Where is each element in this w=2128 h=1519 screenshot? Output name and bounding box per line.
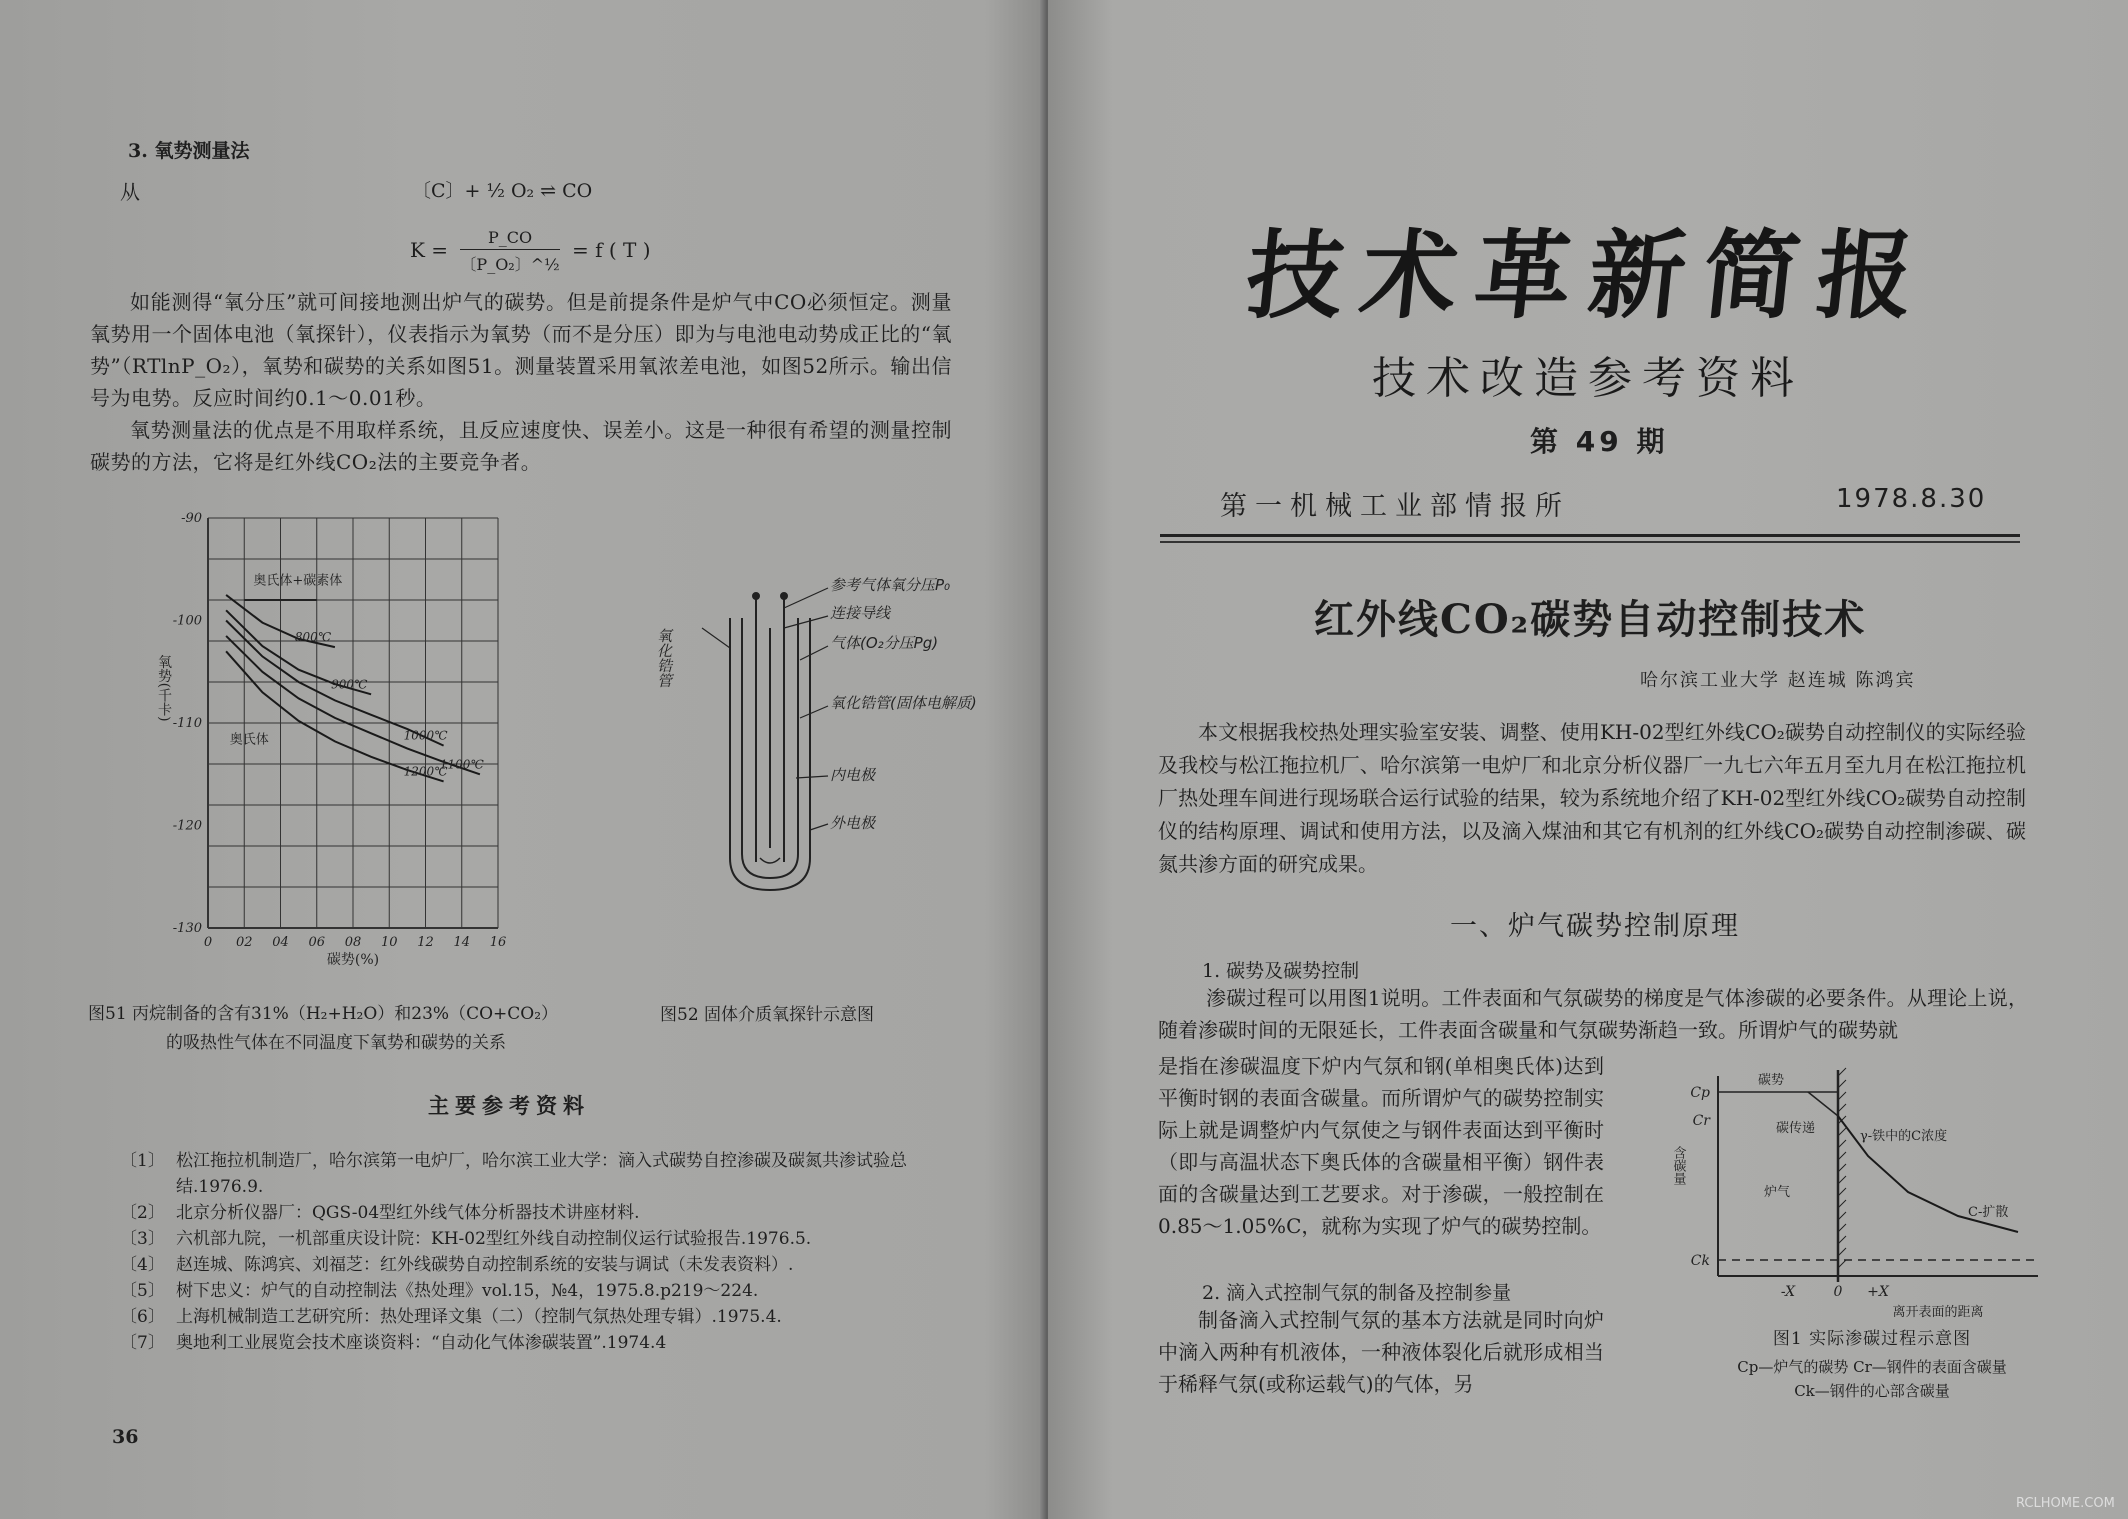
subsection-2-heading: 2. 滴入式控制气氛的制备及控制参量 bbox=[1202, 1282, 1512, 1304]
y-tick-label: -120 bbox=[172, 818, 202, 834]
series-label: 900℃ bbox=[331, 677, 368, 692]
x-axis-label: 离开表面的距离 bbox=[1892, 1305, 1984, 1320]
reference-item: 〔5〕 树下忠义：炉气的自动控制法《热处理》vol.15，№4，1975.8.p219～224. bbox=[120, 1281, 759, 1301]
paragraph-drip-atmosphere: 制备滴入式控制气氛的基本方法就是同时向炉中滴入两种有机液体，一种液体裂化后就形成相当于稀释气氛(或称运载气)的气体，另 bbox=[1158, 1308, 1604, 1396]
annotation-label: 炉气 bbox=[1764, 1185, 1791, 1200]
annotation-label: C-扩散 bbox=[1968, 1205, 2009, 1220]
equation-1: 〔C〕+ ½ O₂ ⇌ CO bbox=[412, 180, 593, 202]
y-tick-label: Ck bbox=[1690, 1253, 1710, 1269]
watermark: RCLHOME.COM bbox=[2016, 1496, 2115, 1511]
article-title: 红外线CO₂碳势自动控制技术 bbox=[1314, 596, 1867, 643]
header-rule-thin bbox=[1160, 541, 2020, 543]
y-tick-label: -130 bbox=[172, 921, 202, 936]
y-tick-label: -110 bbox=[172, 716, 202, 731]
left-page bbox=[0, 0, 1048, 1519]
references-list bbox=[120, 1148, 950, 1356]
ref-gas-label: 参考气体氧分压P₀ bbox=[830, 576, 951, 594]
figure-52-caption: 图52 固体介质氧探针示意图 bbox=[660, 1005, 875, 1025]
annotation-label: γ-铁中的C浓度 bbox=[1860, 1129, 1948, 1144]
y-axis-label: 氧势(千卡) bbox=[156, 654, 172, 722]
probe-label: 氧化锆管 bbox=[655, 628, 673, 688]
equation-2 bbox=[410, 228, 651, 275]
eq2-lhs: K = bbox=[410, 238, 449, 262]
reference-item: 〔4〕 赵连城、陈鸿宾、刘福芝：红外线碳势自动控制系统的安装与调试（未发表资料）. bbox=[120, 1255, 794, 1275]
reference-item: 〔2〕 北京分析仪器厂：QGS-04型红外线气体分析器技术讲座材料. bbox=[120, 1203, 640, 1223]
series-label: 800℃ bbox=[294, 630, 332, 645]
figure-1-legend-1: Cp—炉气的碳势 Cr—钢件的表面含碳量 bbox=[1737, 1358, 2007, 1376]
x-tick-label: 02 bbox=[235, 935, 253, 950]
x-axis-label: 碳势(%) bbox=[326, 952, 380, 968]
figure-51-chart bbox=[150, 508, 550, 968]
article-abstract: 本文根据我校热处理实验室安装、调整、使用KH-02型红外线CO₂碳势自动控制仪的实际经验及我校与松江拖拉机厂、哈尔滨第一电炉厂和北京分析仪器厂一九七六年五月至九月在松江拖拉机厂热处理车间进行现场联合运行试验的结果，较为系统地介绍了KH-02型红外线CO₂碳势自动控制仪的结构原理、调试和使用方法，以及滴入煤油和其它有机剂的红外线CO₂碳势自动控制渗碳、碳氮共渗方面的研究成果。 bbox=[1158, 720, 2026, 876]
region-label: 奥氏体 bbox=[229, 732, 269, 748]
masthead-subtitle: 技术改造参考资料 bbox=[1372, 353, 1804, 404]
publisher: 第一机械工业部情报所 bbox=[1220, 491, 1570, 522]
from-word: 从 bbox=[120, 180, 140, 204]
x-tick-label: 04 bbox=[272, 935, 289, 950]
subsection-1-heading: 1. 碳势及碳势控制 bbox=[1202, 960, 1360, 982]
x-tick-label: 0 bbox=[1833, 1284, 1843, 1300]
figure-1-caption: 图1 实际渗碳过程示意图 bbox=[1772, 1329, 1972, 1349]
figure-1-chart bbox=[1648, 1062, 2068, 1322]
y-axis-label: 含碳量 bbox=[1670, 1146, 1686, 1185]
references-title: 主要参考资料 bbox=[428, 1093, 590, 1118]
page-number: 36 bbox=[112, 1426, 139, 1448]
series-label: 1100℃ bbox=[439, 757, 484, 772]
x-tick-label: 0 bbox=[203, 935, 213, 950]
x-tick-label: -X bbox=[1780, 1284, 1796, 1300]
x-tick-label: 12 bbox=[417, 935, 434, 950]
zr-tube-label: 氧化锆管(固体电解质) bbox=[830, 694, 977, 712]
x-tick-label: 10 bbox=[380, 935, 398, 950]
figure-51-caption: 图51 丙烷制备的含有31%（H₂+H₂O）和23%（CO+CO₂） bbox=[88, 1004, 559, 1024]
reference-item: 〔6〕 上海机械制造工艺研究所：热处理译文集（二）（控制气氛热处理专辑）.1975.4. bbox=[120, 1307, 782, 1327]
x-tick-label: 14 bbox=[453, 935, 471, 950]
right-page bbox=[1048, 0, 2128, 1519]
reference-item: 〔3〕 六机部九院，一机部重庆设计院：KH-02型红外线自动控制仪运行试验报告.1976.5. bbox=[120, 1229, 812, 1249]
inner-electrode-label: 内电极 bbox=[830, 766, 876, 784]
section-heading: 3. 氧势测量法 bbox=[128, 140, 250, 162]
x-tick-label: 08 bbox=[344, 935, 362, 950]
y-tick-label: -100 bbox=[172, 613, 202, 629]
reference-item: 〔1〕 松江拖拉机制造厂，哈尔滨第一电炉厂，哈尔滨工业大学：滴入式碳势自控渗碳及碳氮共渗试验总结.1976.9. bbox=[120, 1151, 907, 1197]
issue-number: 第 49 期 bbox=[1530, 425, 1669, 458]
x-tick-label: 06 bbox=[308, 935, 326, 950]
carbon-transfer-line bbox=[1808, 1092, 1838, 1116]
paragraph-1: 如能测得“氧分压”就可间接地测出炉气的碳势。但是前提条件是炉气中CO必须恒定。测量氧势用一个固体电池（氧探针），仪表指示为氧势（而不是分压）即为与电池电动势成正比的“氧势”（RTlnP_O₂），氧势和碳势的关系如图51。测量装置采用氧浓差电池，如图52所示。输出信号为电势。反应时间约0.1～0.01秒。 bbox=[90, 290, 952, 410]
eq2-numerator: P_CO bbox=[460, 228, 559, 250]
figure-51-caption-line2: 的吸热性气体在不同温度下氧势和碳势的关系 bbox=[166, 1033, 506, 1053]
article-authors: 哈尔滨工业大学 赵连城 陈鸿宾 bbox=[1640, 670, 1916, 691]
section-1-heading: 一、炉气碳势控制原理 bbox=[1450, 911, 1740, 942]
publish-date: 1978.8.30 bbox=[1836, 484, 1987, 514]
paragraph-carburizing: 渗碳过程可以用图1说明。工件表面和气氛碳势的梯度是气体渗碳的必要条件。从理论上说，随着渗碳时间的无限延长，工件表面含碳量和气氛碳势渐趋一致。所谓炉气的碳势就 bbox=[1158, 986, 2028, 1042]
outer-electrode-label: 外电极 bbox=[830, 814, 876, 832]
gas-label: 气体(O₂分压Pg) bbox=[830, 634, 939, 652]
figure-52-probe-diagram bbox=[655, 568, 977, 898]
eq2-fraction bbox=[460, 228, 559, 275]
eq2-rhs: = f ( T ) bbox=[572, 238, 651, 262]
connector-label: 连接导线 bbox=[830, 604, 891, 622]
paragraph-carbon-potential: 是指在渗碳温度下炉内气氛和钢(单相奥氏体)达到平衡时钢的表面含碳量。而所谓炉气的碳势控制实际上就是调整炉内气氛使之与钢件表面达到平衡时（即与高温状态下奥氏体的含碳量相平衡）钢件表面的含碳量达到工艺要求。对于渗碳，一般控制在0.85～1.05%C，就称为实现了炉气的碳势控制。 bbox=[1158, 1054, 1604, 1238]
series-line bbox=[226, 651, 444, 781]
y-tick-label: Cr bbox=[1692, 1113, 1710, 1129]
reference-item: 〔7〕 奥地利工业展览会技术座谈资料：“自动化气体渗碳装置”.1974.4 bbox=[120, 1333, 667, 1353]
series-label: 1200℃ bbox=[403, 764, 448, 779]
header-rule bbox=[1160, 534, 2020, 537]
y-tick-label: Cp bbox=[1690, 1085, 1710, 1101]
series-label: 1000℃ bbox=[403, 728, 448, 743]
y-tick-label: -90 bbox=[181, 511, 202, 526]
masthead-title: 技术革新简报 bbox=[1241, 219, 1938, 332]
x-tick-label: 16 bbox=[489, 935, 507, 950]
region-label: 奥氏体+碳素体 bbox=[253, 573, 343, 589]
figure-1-legend-2: Ck—钢件的心部含碳量 bbox=[1794, 1382, 1950, 1400]
eq2-denominator: 〔P_O₂〕^½ bbox=[460, 255, 560, 274]
annotation-label: 碳势 bbox=[1758, 1073, 1785, 1088]
annotation-label: 碳传递 bbox=[1776, 1121, 1816, 1136]
paragraph-2: 氧势测量法的优点是不用取样系统，且反应速度快、误差小。这是一种很有希望的测量控制碳势的方法，它将是红外线CO₂法的主要竞争者。 bbox=[90, 418, 952, 474]
x-tick-label: +X bbox=[1867, 1284, 1889, 1300]
fig51-grid bbox=[208, 518, 498, 928]
